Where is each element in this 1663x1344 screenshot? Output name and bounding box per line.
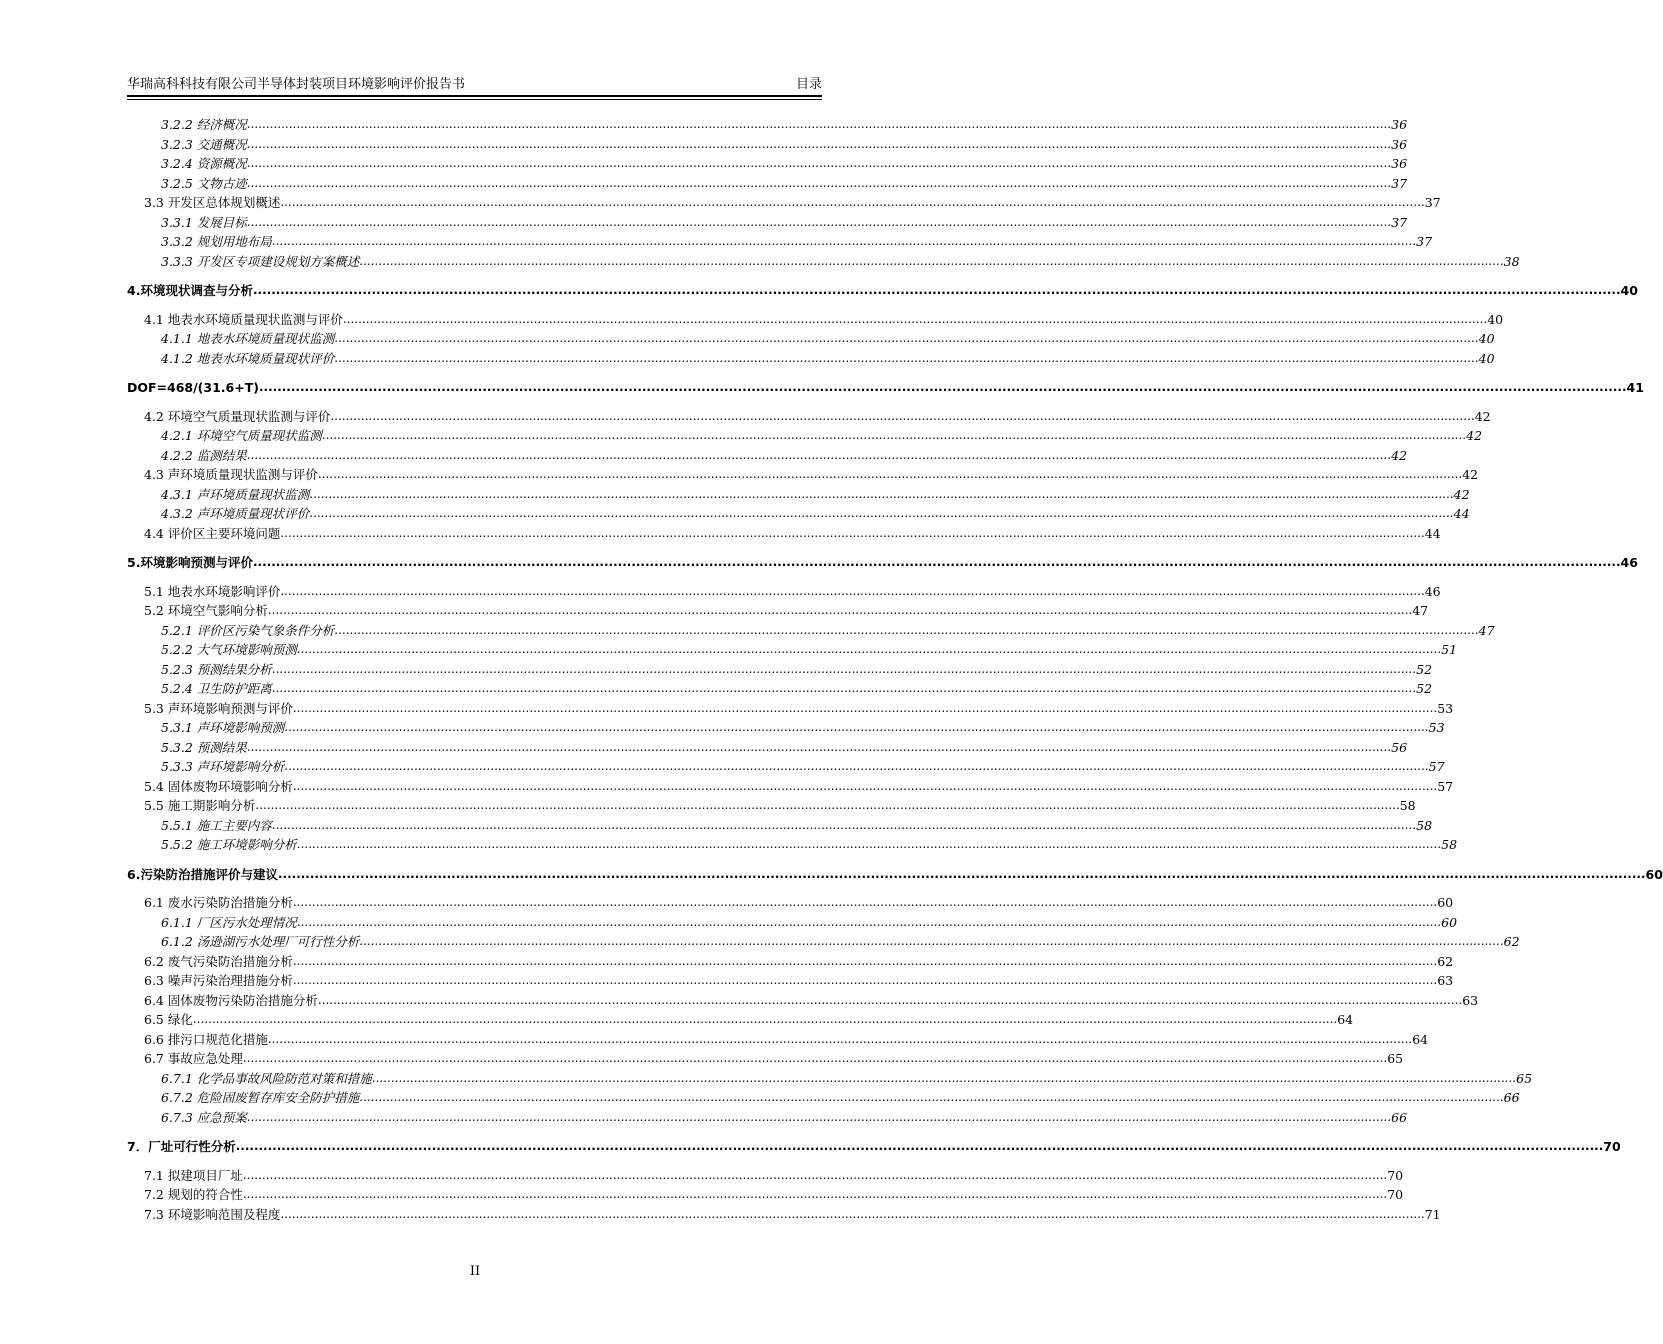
toc-leader-dots: ............................................................................................................................................................................................................................................................................................................ bbox=[359, 934, 1504, 948]
toc-entry-title: 3.2.2 经济概况 bbox=[161, 117, 247, 132]
toc-leader-dots: ............................................................................................................................................................................................................................................................................................................ bbox=[292, 778, 1438, 793]
toc-entry[interactable] bbox=[127, 1030, 1429, 1050]
toc-leader-dots: ............................................................................................................................................................................................................................................................................................................ bbox=[334, 622, 1479, 637]
toc-entry-title: 4.2.2 监测结果 bbox=[161, 447, 247, 463]
toc-entry-page: 52 bbox=[1416, 661, 1433, 677]
toc-entry-title: 6.7 事故应急处理 bbox=[144, 1051, 243, 1066]
toc-leader-dots: ............................................................................................................................................................................................................................................................................................................ bbox=[255, 798, 1400, 812]
toc-entry-page: 58 bbox=[1416, 817, 1433, 833]
toc-leader-dots: ............................................................................................................................................................................................................................................................................................................ bbox=[271, 681, 1417, 695]
toc-entry-title: 4.3.2 声环境质量现状评价 bbox=[161, 506, 310, 521]
toc-entry-page: 58 bbox=[1399, 798, 1416, 813]
toc-entry[interactable] bbox=[127, 1137, 1621, 1157]
toc-leader-dots: ............................................................................................................................................................................................................................................................................................................ bbox=[242, 1167, 1388, 1182]
toc-entry-page: 70 bbox=[1387, 1187, 1404, 1202]
toc-entry[interactable] bbox=[127, 718, 1445, 738]
toc-entry-page: 53 bbox=[1428, 720, 1445, 735]
toc-entry-page: 60 bbox=[1645, 866, 1663, 882]
toc-entry-page: 44 bbox=[1424, 525, 1441, 541]
toc-entry[interactable] bbox=[127, 446, 1408, 466]
toc-entry[interactable] bbox=[127, 329, 1495, 349]
toc-entry-title: 5.2.1 评价区污染气象条件分析 bbox=[161, 622, 335, 638]
toc-entry-page: 51 bbox=[1441, 642, 1458, 657]
toc-entry-page: 47 bbox=[1412, 603, 1429, 618]
toc-entry-page: 64 bbox=[1412, 1031, 1429, 1047]
header-rule-thin bbox=[127, 99, 822, 100]
toc-leader-dots: ............................................................................................................................................................................................................................................................................................................ bbox=[271, 234, 1417, 248]
toc-entry-title: 4.3.1 声环境质量现状监测 bbox=[161, 486, 310, 502]
toc-entry-title: DOF=468/(31.6+T) bbox=[127, 380, 259, 395]
toc-entry[interactable] bbox=[127, 621, 1495, 641]
toc-entry[interactable] bbox=[127, 378, 1644, 398]
toc-entry[interactable] bbox=[127, 952, 1454, 972]
toc-entry[interactable] bbox=[127, 1049, 1404, 1069]
toc-leader-dots: ............................................................................................................................................................................................................................................................................................................ bbox=[342, 311, 1488, 326]
toc-leader-dots: ............................................................................................................................................................................................................................................................................................................ bbox=[330, 408, 1475, 423]
toc-entry-page: 42 bbox=[1466, 428, 1483, 443]
document-title: 华瑞高科科技有限公司半导体封装项目环境影响评价报告书 bbox=[127, 77, 466, 92]
toc-entry[interactable] bbox=[127, 913, 1458, 933]
toc-entry[interactable] bbox=[127, 553, 1638, 573]
toc-entry[interactable] bbox=[127, 465, 1479, 485]
toc-entry-title: 3.2.3 交通概况 bbox=[161, 136, 247, 152]
toc-leader-dots: ............................................................................................................................................................................................................................................................................................................ bbox=[280, 525, 1425, 540]
toc-entry[interactable] bbox=[127, 932, 1520, 952]
toc-entry-page: 71 bbox=[1424, 1206, 1441, 1222]
toc-leader-dots: ............................................................................................................................................................................................................................................................................................................ bbox=[277, 866, 1646, 881]
toc-entry-page: 66 bbox=[1391, 1109, 1408, 1125]
toc-entry-title: 6.1.2 汤逊湖污水处理厂可行性分析 bbox=[161, 934, 360, 949]
toc-entry-page: 63 bbox=[1437, 973, 1454, 988]
toc-entry[interactable] bbox=[127, 174, 1408, 194]
toc-leader-dots: ............................................................................................................................................................................................................................................................................................................ bbox=[309, 486, 1454, 501]
toc-entry[interactable] bbox=[127, 660, 1433, 680]
toc-entry-title: 6.7.1 化学品事故风险防范对策和措施 bbox=[161, 1070, 372, 1086]
toc-leader-dots: ............................................................................................................................................................................................................................................................................................................ bbox=[371, 1070, 1517, 1085]
toc-entry-title: 3.2.5 文物古迹 bbox=[161, 175, 247, 191]
toc-leader-dots: ............................................................................................................................................................................................................................................................................................................ bbox=[246, 1109, 1392, 1124]
toc-leader-dots: ............................................................................................................................................................................................................................................................................................................ bbox=[317, 992, 1463, 1007]
toc-entry-title: 5.2 环境空气影响分析 bbox=[144, 603, 268, 618]
toc-entry-page: 64 bbox=[1337, 1012, 1354, 1027]
toc-entry[interactable] bbox=[127, 154, 1408, 174]
toc-leader-dots: ............................................................................................................................................................................................................................................................................................................ bbox=[317, 467, 1463, 481]
toc-leader-dots: ............................................................................................................................................................................................................................................................................................................ bbox=[359, 253, 1504, 268]
toc-entry-page: 38 bbox=[1503, 253, 1520, 269]
toc-entry-title: 5.5.2 施工环境影响分析 bbox=[161, 837, 297, 852]
toc-entry-page: 60 bbox=[1441, 914, 1458, 930]
toc-entry[interactable] bbox=[127, 816, 1433, 836]
toc-leader-dots: ............................................................................................................................................................................................................................................................................................................ bbox=[280, 195, 1425, 209]
toc-entry-page: 42 bbox=[1474, 408, 1491, 424]
toc-entry-title: 4.2.1 环境空气质量现状监测 bbox=[161, 428, 322, 443]
toc-entry-title: 4.3 声环境质量现状监测与评价 bbox=[144, 467, 318, 482]
toc-leader-dots: ............................................................................................................................................................................................................................................................................................................ bbox=[242, 1051, 1388, 1065]
toc-entry[interactable] bbox=[127, 252, 1520, 272]
toc-entry[interactable] bbox=[127, 1205, 1441, 1225]
toc-entry-page: 46 bbox=[1620, 555, 1638, 570]
toc-entry-title: 7.2 规划的符合性 bbox=[144, 1187, 243, 1202]
toc-entry[interactable] bbox=[127, 991, 1479, 1011]
toc-entry-title: 3.3.3 开发区专项建设规划方案概述 bbox=[161, 253, 360, 269]
page-header bbox=[127, 76, 822, 94]
toc-leader-dots: ............................................................................................................................................................................................................................................................................................................ bbox=[280, 583, 1425, 598]
toc-entry-title: 6.7.3 应急预案 bbox=[161, 1109, 247, 1125]
toc-leader-dots: ............................................................................................................................................................................................................................................................................................................ bbox=[246, 447, 1392, 462]
toc-entry-page: 37 bbox=[1424, 195, 1441, 210]
toc-entry[interactable] bbox=[127, 679, 1433, 699]
toc-entry-title: 5.2.2 大气环境影响预测 bbox=[161, 642, 297, 657]
toc-entry[interactable] bbox=[127, 213, 1408, 233]
toc-leader-dots: ............................................................................................................................................................................................................................................................................................................ bbox=[267, 1031, 1413, 1046]
toc-entry-title: 5.5.1 施工主要内容 bbox=[161, 817, 272, 833]
toc-leader-dots: ............................................................................................................................................................................................................................................................................................................ bbox=[296, 642, 1442, 656]
toc-entry[interactable] bbox=[127, 971, 1454, 991]
toc-entry[interactable] bbox=[127, 193, 1441, 213]
toc-entry-title: 4.2 环境空气质量现状监测与评价 bbox=[144, 408, 331, 424]
toc-entry[interactable] bbox=[127, 349, 1495, 369]
toc-leader-dots: ............................................................................................................................................................................................................................................................................................................ bbox=[280, 1206, 1425, 1221]
toc-entry-title: 5.4 固体废物环境影响分析 bbox=[144, 778, 293, 794]
toc-entry[interactable] bbox=[127, 835, 1458, 855]
toc-entry-title: 4.环境现状调查与分析 bbox=[127, 283, 253, 298]
toc-entry-page: 42 bbox=[1462, 467, 1479, 482]
toc-entry-title: 3.3 开发区总体规划概述 bbox=[144, 195, 281, 210]
toc-entry-page: 37 bbox=[1416, 234, 1433, 249]
toc-entry-title: 5.3 声环境影响预测与评价 bbox=[144, 700, 293, 716]
toc-entry-page: 41 bbox=[1626, 380, 1644, 395]
toc-leader-dots: ............................................................................................................................................................................................................................................................................................................ bbox=[246, 214, 1392, 229]
toc-leader-dots: ............................................................................................................................................................................................................................................................................................................ bbox=[271, 817, 1417, 832]
toc-entry-page: 56 bbox=[1391, 739, 1408, 755]
toc-leader-dots: ............................................................................................................................................................................................................................................................................................................ bbox=[246, 136, 1392, 151]
toc-entry[interactable] bbox=[127, 865, 1663, 885]
toc-entry[interactable] bbox=[127, 407, 1491, 427]
toc-entry-page: 42 bbox=[1453, 486, 1470, 502]
toc-entry-page: 66 bbox=[1503, 1090, 1520, 1105]
toc-leader-dots: ............................................................................................................................................................................................................................................................................................................ bbox=[246, 117, 1392, 131]
toc-leader-dots: ............................................................................................................................................................................................................................................................................................................ bbox=[252, 283, 1621, 297]
toc-entry-page: 62 bbox=[1437, 953, 1454, 969]
toc-entry[interactable] bbox=[127, 485, 1470, 505]
toc-entry[interactable] bbox=[127, 1108, 1408, 1128]
toc-entry-title: 4.1.1 地表水环境质量现状监测 bbox=[161, 331, 335, 346]
toc-entry-page: 58 bbox=[1441, 837, 1458, 852]
toc-entry-title: 4.1 地表水环境质量现状监测与评价 bbox=[144, 311, 343, 327]
toc-entry[interactable] bbox=[127, 640, 1458, 660]
toc-entry-title: 3.3.1 发展目标 bbox=[161, 214, 247, 230]
toc-entry-page: 40 bbox=[1487, 311, 1504, 327]
toc-leader-dots: ............................................................................................................................................................................................................................................................................................................ bbox=[334, 331, 1479, 345]
toc-entry-title: 4.4 评价区主要环境问题 bbox=[144, 525, 281, 541]
table-of-contents bbox=[127, 115, 1663, 1224]
toc-entry-page: 62 bbox=[1503, 934, 1520, 949]
toc-leader-dots: ............................................................................................................................................................................................................................................................................................................ bbox=[292, 973, 1438, 987]
toc-entry-page: 40 bbox=[1620, 283, 1638, 298]
toc-entry[interactable] bbox=[127, 1088, 1520, 1108]
toc-entry[interactable] bbox=[127, 115, 1408, 135]
toc-leader-dots: ............................................................................................................................................................................................................................................................................................................ bbox=[359, 1090, 1504, 1104]
toc-entry[interactable] bbox=[127, 757, 1445, 777]
toc-entry-page: 65 bbox=[1387, 1051, 1404, 1066]
toc-entry-title: 6.6 排污口规范化措施 bbox=[144, 1031, 268, 1047]
toc-entry-title: 6.污染防治措施评价与建议 bbox=[127, 866, 278, 882]
toc-leader-dots: ............................................................................................................................................................................................................................................................................................................ bbox=[284, 720, 1429, 734]
toc-leader-dots: ............................................................................................................................................................................................................................................................................................................ bbox=[284, 759, 1429, 773]
toc-entry-page: 65 bbox=[1516, 1070, 1533, 1086]
toc-entry-page: 60 bbox=[1437, 895, 1454, 910]
toc-entry-title: 4.1.2 地表水环境质量现状评价 bbox=[161, 350, 335, 366]
toc-entry-title: 6.3 噪声污染治理措施分析 bbox=[144, 973, 293, 988]
toc-entry-page: 57 bbox=[1437, 778, 1454, 794]
toc-entry-title: 5.5 施工期影响分析 bbox=[144, 798, 256, 813]
toc-entry-page: 40 bbox=[1478, 350, 1495, 366]
toc-entry-title: 7.3 环境影响范围及程度 bbox=[144, 1206, 281, 1222]
toc-entry-title: 5.2.3 预测结果分析 bbox=[161, 661, 272, 677]
toc-entry[interactable] bbox=[127, 524, 1441, 544]
toc-leader-dots: ............................................................................................................................................................................................................................................................................................................ bbox=[292, 895, 1438, 909]
toc-leader-dots: ............................................................................................................................................................................................................................................................................................................ bbox=[321, 428, 1467, 442]
toc-leader-dots: ............................................................................................................................................................................................................................................................................................................ bbox=[246, 175, 1392, 190]
toc-entry-title: 5.3.2 预测结果 bbox=[161, 739, 247, 755]
toc-entry-title: 5.1 地表水环境影响评价 bbox=[144, 583, 281, 599]
toc-entry-page: 63 bbox=[1462, 992, 1479, 1008]
toc-entry-title: 5.3.1 声环境影响预测 bbox=[161, 720, 285, 735]
toc-entry-page: 53 bbox=[1437, 700, 1454, 716]
toc-entry-page: 37 bbox=[1391, 175, 1408, 191]
toc-entry[interactable] bbox=[127, 582, 1441, 602]
toc-leader-dots: ............................................................................................................................................................................................................................................................................................................ bbox=[309, 506, 1454, 520]
toc-entry[interactable] bbox=[127, 1069, 1533, 1089]
toc-leader-dots: ............................................................................................................................................................................................................................................................................................................ bbox=[242, 1187, 1388, 1201]
toc-entry-page: 57 bbox=[1428, 759, 1445, 774]
toc-entry[interactable] bbox=[127, 796, 1416, 816]
toc-entry-page: 70 bbox=[1603, 1139, 1621, 1154]
toc-entry-title: 5.2.4 卫生防护距离 bbox=[161, 681, 272, 696]
toc-entry-title: 5.3.3 声环境影响分析 bbox=[161, 759, 285, 774]
toc-entry[interactable] bbox=[127, 601, 1429, 621]
toc-entry[interactable] bbox=[127, 699, 1454, 719]
toc-entry[interactable] bbox=[127, 281, 1638, 301]
toc-entry[interactable] bbox=[127, 738, 1408, 758]
toc-leader-dots: ............................................................................................................................................................................................................................................................................................................ bbox=[296, 837, 1442, 851]
toc-entry-title: 5.环境影响预测与评价 bbox=[127, 555, 253, 570]
toc-entry-page: 36 bbox=[1391, 136, 1408, 152]
toc-entry-title: 6.1 废水污染防治措施分析 bbox=[144, 895, 293, 910]
toc-entry[interactable] bbox=[127, 1166, 1404, 1186]
toc-entry-page: 46 bbox=[1424, 583, 1441, 599]
toc-entry[interactable] bbox=[127, 135, 1408, 155]
toc-entry[interactable] bbox=[127, 232, 1433, 252]
page-number: II bbox=[469, 1264, 481, 1279]
toc-entry-title: 3.2.4 资源概况 bbox=[161, 156, 247, 171]
toc-entry-title: 6.4 固体废物污染防治措施分析 bbox=[144, 992, 318, 1008]
toc-entry-title: 6.5 绿化 bbox=[144, 1012, 193, 1027]
toc-leader-dots: ............................................................................................................................................................................................................................................................................................................ bbox=[252, 555, 1621, 569]
toc-leader-dots: ............................................................................................................................................................................................................................................................................................................ bbox=[246, 739, 1392, 754]
toc-leader-dots: ............................................................................................................................................................................................................................................................................................................ bbox=[267, 603, 1413, 617]
toc-entry[interactable] bbox=[127, 893, 1454, 913]
toc-entry-page: 52 bbox=[1416, 681, 1433, 696]
toc-entry-title: 6.1.1 厂区污水处理情况 bbox=[161, 914, 297, 930]
toc-entry[interactable] bbox=[127, 1010, 1354, 1030]
toc-entry[interactable] bbox=[127, 310, 1504, 330]
toc-leader-dots: ............................................................................................................................................................................................................................................................................................................ bbox=[292, 953, 1438, 968]
toc-entry[interactable] bbox=[127, 426, 1483, 446]
section-label: 目录 bbox=[795, 77, 822, 92]
toc-leader-dots: ............................................................................................................................................................................................................................................................................................................ bbox=[246, 156, 1392, 170]
toc-entry-page: 36 bbox=[1391, 156, 1408, 171]
toc-entry[interactable] bbox=[127, 504, 1470, 524]
toc-entry[interactable] bbox=[127, 1185, 1404, 1205]
toc-leader-dots: ............................................................................................................................................................................................................................................................................................................ bbox=[258, 380, 1627, 394]
toc-leader-dots: ............................................................................................................................................................................................................................................................................................................ bbox=[235, 1139, 1604, 1153]
header-rule-thick bbox=[127, 95, 822, 97]
toc-entry-page: 70 bbox=[1387, 1167, 1404, 1183]
toc-entry-page: 47 bbox=[1478, 622, 1495, 638]
toc-entry[interactable] bbox=[127, 777, 1454, 797]
toc-leader-dots: ............................................................................................................................................................................................................................................................................................................ bbox=[296, 914, 1442, 929]
toc-entry-page: 36 bbox=[1391, 117, 1408, 132]
toc-entry-page: 40 bbox=[1478, 331, 1495, 346]
toc-entry-page: 37 bbox=[1391, 214, 1408, 230]
toc-leader-dots: ............................................................................................................................................................................................................................................................................................................ bbox=[334, 350, 1479, 365]
toc-leader-dots: ............................................................................................................................................................................................................................................................................................................ bbox=[271, 661, 1417, 676]
toc-entry-title: 6.7.2 危险固废暂存库安全防护措施 bbox=[161, 1090, 360, 1105]
toc-entry-title: 7．厂址可行性分析 bbox=[127, 1139, 236, 1154]
toc-entry-page: 42 bbox=[1391, 447, 1408, 463]
toc-leader-dots: ............................................................................................................................................................................................................................................................................................................ bbox=[192, 1012, 1338, 1026]
toc-leader-dots: ............................................................................................................................................................................................................................................................................................................ bbox=[292, 700, 1438, 715]
toc-entry-title: 3.3.2 规划用地布局 bbox=[161, 234, 272, 249]
toc-entry-title: 6.2 废气污染防治措施分析 bbox=[144, 953, 293, 969]
toc-entry-title: 7.1 拟建项目厂址 bbox=[144, 1167, 243, 1183]
toc-entry-page: 44 bbox=[1453, 506, 1470, 521]
